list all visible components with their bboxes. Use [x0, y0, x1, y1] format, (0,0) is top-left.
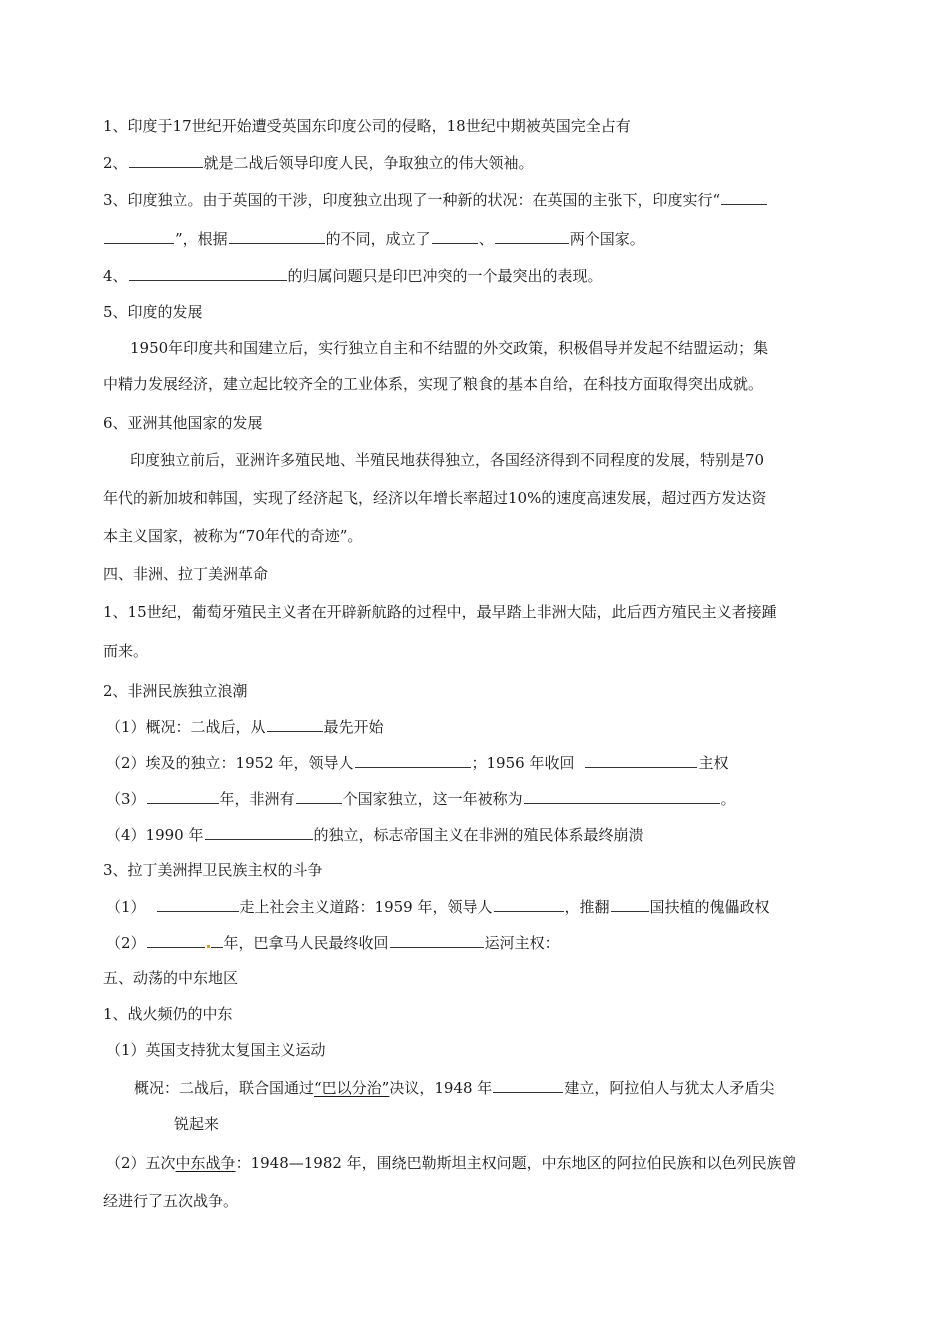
- heading-latin-america: 3、拉丁美洲捍卫民族主权的斗争: [103, 861, 323, 879]
- line-3-2: （2） 年，巴拿马人民最终收回 运河主权：: [106, 934, 560, 952]
- blank-field[interactable]: [296, 788, 342, 804]
- paragraph-line: 而来。: [103, 642, 149, 660]
- blank-field[interactable]: [104, 228, 174, 244]
- line-m-2: （2）五次中东战争：1948—1982 年，围绕巴勒斯坦主权问题，中东地区的阿拉伯民族和以色列民族曾: [106, 1154, 797, 1172]
- line-m-2-cont: 经进行了五次战争。: [103, 1192, 239, 1210]
- line-2-4: （4）1990 年 的独立，标志帝国主义在非洲的殖民体系最终崩溃: [106, 826, 644, 844]
- heading-middle-east-wars: 1、战火频仍的中东: [103, 1005, 233, 1023]
- blank-field[interactable]: [211, 932, 223, 948]
- heading-india-development: 5、印度的发展: [103, 303, 203, 321]
- blank-field[interactable]: [147, 788, 219, 804]
- blank-field[interactable]: [390, 932, 484, 948]
- blank-field[interactable]: [129, 265, 287, 281]
- blank-field[interactable]: [355, 752, 471, 768]
- heading-asia-development: 6、亚洲其他国家的发展: [103, 414, 263, 432]
- paragraph-line: 中精力发展经济，建立起比较齐全的工业体系，实现了粮食的基本自给，在科技方面取得突出成就。: [103, 375, 764, 393]
- section-heading-4: 四、非洲、拉丁美洲革命: [103, 565, 269, 583]
- paragraph-line: 印度独立前后，亚洲许多殖民地、半殖民地获得独立，各国经济得到不同程度的发展，特别是70: [130, 451, 765, 469]
- paragraph-line: 1、15世纪，葡萄牙殖民主义者在开辟新航路的过程中，最早踏上非洲大陆，此后西方殖民主义者接踵: [103, 603, 777, 621]
- line-3-1: （1） 走上社会主义道路：1959 年，领导人 ，推翻 国扶植的傀儡政权: [106, 898, 770, 916]
- blank-field[interactable]: [585, 752, 697, 768]
- line-3: 3、印度独立。由于英国的干涉，印度独立出现了一种新的状况：在英国的主张下，印度实行“: [103, 189, 768, 210]
- line-2-1: （1）概况：二战后，从 最先开始: [106, 718, 384, 736]
- section-heading-5: 五、动荡的中东地区: [103, 969, 239, 987]
- line-4: 4、 的归属问题只是印巴冲突的一个最突出的表现。: [103, 267, 603, 285]
- blank-field[interactable]: [147, 932, 205, 948]
- heading-africa-independence: 2、非洲民族独立浪潮: [103, 682, 248, 700]
- blank-field[interactable]: [495, 228, 569, 244]
- blank-field[interactable]: [493, 1077, 563, 1093]
- mark-dot: [207, 945, 210, 948]
- blank-field[interactable]: [432, 228, 478, 244]
- line-2-2: （2）埃及的独立：1952 年，领导人 ；1956 年收回 主权: [106, 754, 729, 772]
- paragraph-line: 年代的新加坡和韩国，实现了经济起飞，经济以年增长率超过10%的速度高速发展，超过西方发达资: [103, 489, 767, 507]
- blank-field[interactable]: [129, 152, 203, 168]
- line-m-1-overview: 概况：二战后，联合国通过“巴以分治”决议，1948 年 建立，阿拉伯人与犹太人矛盾尖: [134, 1079, 775, 1097]
- paragraph-line: 1950年印度共和国建立后，实行独立自主和不结盟的外交政策，积极倡导并发起不结盟运动；集: [130, 339, 769, 357]
- line-m-1: （1）英国支持犹太复国主义运动: [106, 1041, 326, 1059]
- blank-field[interactable]: [267, 716, 323, 732]
- paragraph-line: 本主义国家，被称为“70年代的奇迹”。: [103, 527, 363, 545]
- blank-field[interactable]: [229, 228, 325, 244]
- line-2-3: （3） 年，非洲有 个国家独立，这一年被称为 。: [106, 790, 736, 808]
- blank-field[interactable]: [611, 896, 649, 912]
- line-2: 2、 就是二战后领导印度人民，争取独立的伟大领袖。: [103, 154, 534, 172]
- line-m-1-cont: 锐起来: [174, 1115, 220, 1133]
- blank-field[interactable]: [494, 896, 564, 912]
- blank-field[interactable]: [157, 896, 239, 912]
- line-3-cont: ”，根据 的不同，成立了 、 两个国家。: [103, 228, 645, 249]
- line-1: 1、印度于17世纪开始遭受英国东印度公司的侵略，18世纪中期被英国完全占有: [103, 117, 631, 135]
- blank-field[interactable]: [721, 189, 767, 205]
- blank-field[interactable]: [524, 788, 720, 804]
- blank-field[interactable]: [205, 824, 313, 840]
